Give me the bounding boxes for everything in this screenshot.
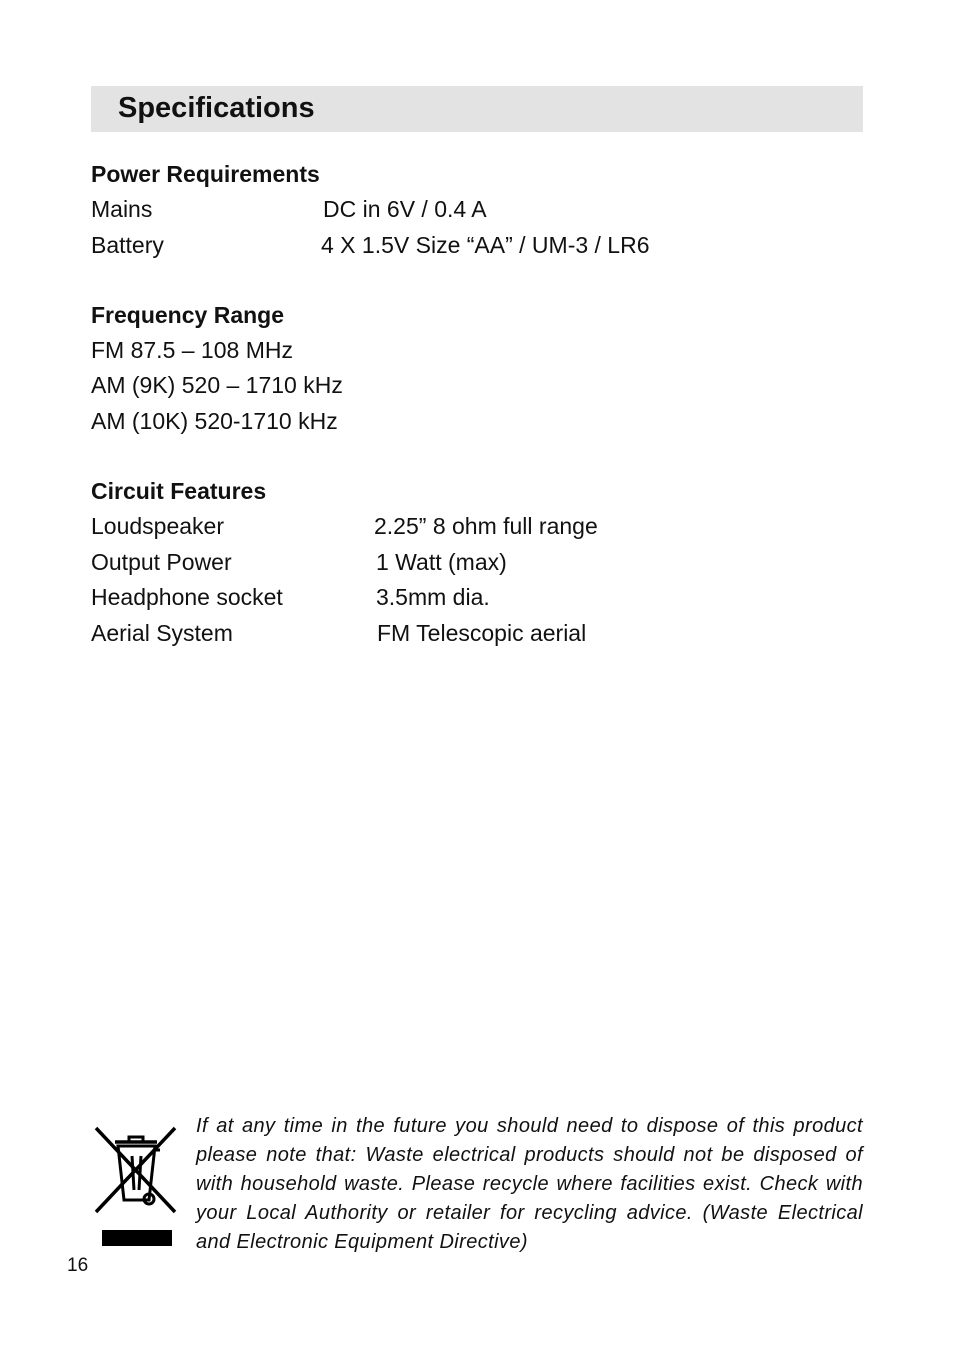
spec-label: Output Power <box>91 548 232 575</box>
weee-black-bar <box>102 1230 172 1246</box>
title-bar <box>91 86 863 132</box>
frequency-line-am-10k: AM (10K) 520-1710 kHz <box>91 407 338 434</box>
page-title: Specifications <box>118 92 315 124</box>
spec-value: 3.5mm dia. <box>376 584 490 610</box>
spec-row-output-power <box>91 545 507 581</box>
spec-value: 2.25” 8 ohm full range <box>374 513 598 539</box>
spec-label: Headphone socket <box>91 584 283 610</box>
power-requirements-section <box>91 157 650 263</box>
spec-row-loudspeaker <box>91 509 598 545</box>
spec-label: Battery <box>91 231 164 258</box>
page-number: 16 <box>67 1255 89 1276</box>
spec-value: FM Telescopic aerial <box>377 619 587 646</box>
frequency-line-am-9k: AM (9K) 520 – 1710 kHz <box>91 372 343 399</box>
spec-value: 4 X 1.5V Size “AA” / UM-3 / LR6 <box>321 231 650 258</box>
spec-row-headphone-socket <box>91 580 490 616</box>
circuit-features-section <box>91 474 598 651</box>
frequency-range-heading: Frequency Range <box>91 302 284 328</box>
frequency-line-fm: FM 87.5 – 108 MHz <box>91 337 293 363</box>
frequency-range-section <box>91 298 343 439</box>
spec-label: Loudspeaker <box>91 513 224 539</box>
circuit-features-heading: Circuit Features <box>91 478 267 504</box>
power-requirements-heading: Power Requirements <box>91 161 320 187</box>
spec-row-mains <box>91 192 487 228</box>
spec-row-aerial-system <box>91 616 587 652</box>
spec-label: Mains <box>91 196 153 222</box>
spec-value: DC in 6V / 0.4 A <box>323 196 487 222</box>
disposal-notice: If at any time in the future you should need to dispose of this product please note that: Waste electrical products should not be disposed of with household waste. Please recycle where facilities exist. Check with your Local Authority or retailer for recycling advice. (Waste Electrical and Electronic Equipment Directive) <box>196 1115 863 1253</box>
spec-value: 1 Watt (max) <box>376 548 507 575</box>
spec-row-battery <box>91 228 650 264</box>
spec-label: Aerial System <box>91 619 233 646</box>
